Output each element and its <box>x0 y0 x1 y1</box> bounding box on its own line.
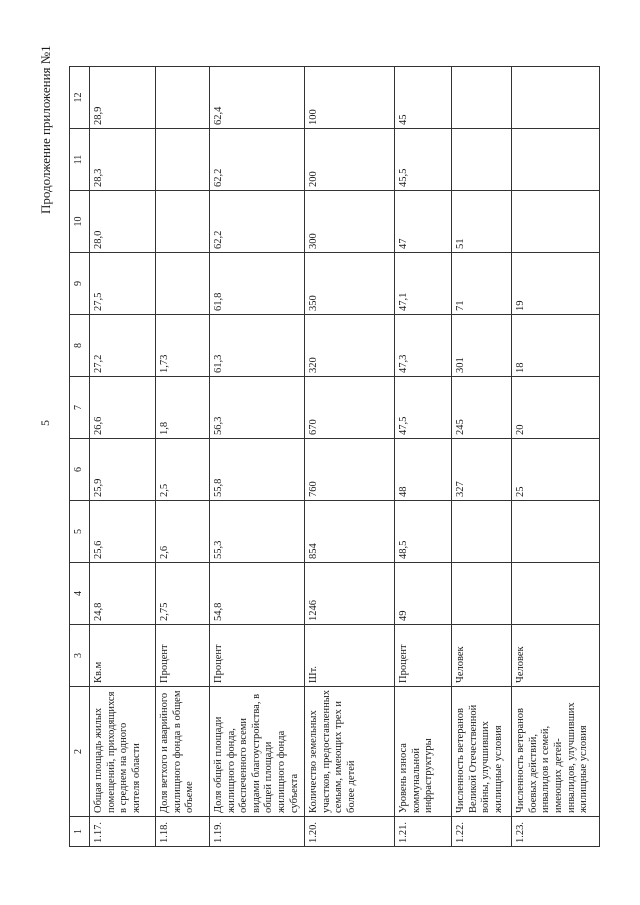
value-cell: 27,5 <box>90 253 156 315</box>
value-cell: 1,8 <box>156 377 210 439</box>
table-row <box>395 67 452 847</box>
row-number-cell: 1.18. <box>156 817 210 847</box>
value-cell: 71 <box>452 253 512 315</box>
value-cell: 670 <box>305 377 395 439</box>
value-cell: 854 <box>305 501 395 563</box>
row-number-cell: 1.21. <box>395 817 452 847</box>
value-cell: 301 <box>452 315 512 377</box>
header-cell: 6 <box>70 439 90 501</box>
value-cell: 300 <box>305 191 395 253</box>
indicators-table <box>69 66 600 847</box>
value-cell: 28,0 <box>90 191 156 253</box>
value-cell: 56,3 <box>210 377 305 439</box>
value-cell: 25,6 <box>90 501 156 563</box>
value-cell: 18 <box>512 315 600 377</box>
value-cell <box>452 129 512 191</box>
value-cell: 61,8 <box>210 253 305 315</box>
value-cell: 25 <box>512 439 600 501</box>
value-cell: 2,5 <box>156 439 210 501</box>
value-cell: 49 <box>395 563 452 625</box>
header-cell: 7 <box>70 377 90 439</box>
indicator-name-cell: Численность ветеранов боевых действий, инвалидов и семей, имеющих детей-инвалидов, улучшивших жилищные условия <box>512 687 600 817</box>
value-cell: 51 <box>452 191 512 253</box>
header-cell: 9 <box>70 253 90 315</box>
value-cell <box>156 129 210 191</box>
indicator-name-cell: Количество земельных участков, предоставленных семьям, имеющих трех и более детей <box>305 687 395 817</box>
indicator-name-cell: Общая площадь жилых помещений, приходящихся в среднем на одного жителя области <box>90 687 156 817</box>
value-cell: 55,3 <box>210 501 305 563</box>
value-cell: 320 <box>305 315 395 377</box>
table-header-row <box>70 67 90 847</box>
value-cell: 62,2 <box>210 191 305 253</box>
value-cell: 45,5 <box>395 129 452 191</box>
value-cell <box>156 191 210 253</box>
value-cell: 350 <box>305 253 395 315</box>
value-cell <box>512 67 600 129</box>
value-cell: 47 <box>395 191 452 253</box>
value-cell: 47,3 <box>395 315 452 377</box>
table-row <box>156 67 210 847</box>
unit-cell: Человек <box>452 625 512 687</box>
value-cell: 245 <box>452 377 512 439</box>
table-row <box>452 67 512 847</box>
value-cell: 100 <box>305 67 395 129</box>
header-cell: 1 <box>70 817 90 847</box>
row-number-cell: 1.17. <box>90 817 156 847</box>
value-cell <box>512 501 600 563</box>
row-number-cell: 1.19. <box>210 817 305 847</box>
table-row <box>210 67 305 847</box>
value-cell: 24,8 <box>90 563 156 625</box>
value-cell <box>156 67 210 129</box>
value-cell: 1,73 <box>156 315 210 377</box>
value-cell: 2,75 <box>156 563 210 625</box>
value-cell: 327 <box>452 439 512 501</box>
unit-cell: Шт. <box>305 625 395 687</box>
header-cell: 11 <box>70 129 90 191</box>
header-cell: 10 <box>70 191 90 253</box>
value-cell: 28,3 <box>90 129 156 191</box>
value-cell <box>452 563 512 625</box>
value-cell: 62,4 <box>210 67 305 129</box>
value-cell: 47,5 <box>395 377 452 439</box>
value-cell: 47,1 <box>395 253 452 315</box>
value-cell: 200 <box>305 129 395 191</box>
value-cell: 27,2 <box>90 315 156 377</box>
value-cell: 61,3 <box>210 315 305 377</box>
value-cell: 1246 <box>305 563 395 625</box>
value-cell: 62,2 <box>210 129 305 191</box>
header-cell: 4 <box>70 563 90 625</box>
indicator-name-cell: Доля ветхого и аварийного жилищного фонда в общем объеме <box>156 687 210 817</box>
row-number-cell: 1.22. <box>452 817 512 847</box>
value-cell: 20 <box>512 377 600 439</box>
unit-cell: Человек <box>512 625 600 687</box>
value-cell: 54,8 <box>210 563 305 625</box>
value-cell <box>156 253 210 315</box>
row-number-cell: 1.20. <box>305 817 395 847</box>
value-cell: 26,6 <box>90 377 156 439</box>
value-cell <box>512 129 600 191</box>
table-row <box>305 67 395 847</box>
header-cell: 5 <box>70 501 90 563</box>
value-cell: 48 <box>395 439 452 501</box>
indicator-name-cell: Уровень износа коммунальной инфраструктуры <box>395 687 452 817</box>
indicator-name-cell: Доля общей площади жилищного фонда, обеспеченного всеми видами благоустройства, в общей площади жилищного фонда субъекта <box>210 687 305 817</box>
value-cell: 28,9 <box>90 67 156 129</box>
header-cell: 12 <box>70 67 90 129</box>
value-cell <box>452 501 512 563</box>
value-cell: 45 <box>395 67 452 129</box>
value-cell <box>512 563 600 625</box>
row-number-cell: 1.23. <box>512 817 600 847</box>
indicators-table-container <box>69 69 607 847</box>
header-cell: 3 <box>70 625 90 687</box>
value-cell: 19 <box>512 253 600 315</box>
value-cell: 25,9 <box>90 439 156 501</box>
value-cell: 48,5 <box>395 501 452 563</box>
table-row <box>512 67 600 847</box>
value-cell <box>452 67 512 129</box>
value-cell <box>512 191 600 253</box>
header-cell: 2 <box>70 687 90 817</box>
appendix-continuation-note: Продолжение приложения №1 <box>38 45 53 214</box>
unit-cell: Кв.м <box>90 625 156 687</box>
value-cell: 2,6 <box>156 501 210 563</box>
indicator-name-cell: Численность ветеранов Великой Отечественной войны, улучшивших жилищные условия <box>452 687 512 817</box>
header-cell: 8 <box>70 315 90 377</box>
unit-cell: Процент <box>156 625 210 687</box>
unit-cell: Процент <box>395 625 452 687</box>
value-cell: 760 <box>305 439 395 501</box>
page-number: 5 <box>38 420 52 426</box>
table-row <box>90 67 156 847</box>
unit-cell: Процент <box>210 625 305 687</box>
value-cell: 55,8 <box>210 439 305 501</box>
